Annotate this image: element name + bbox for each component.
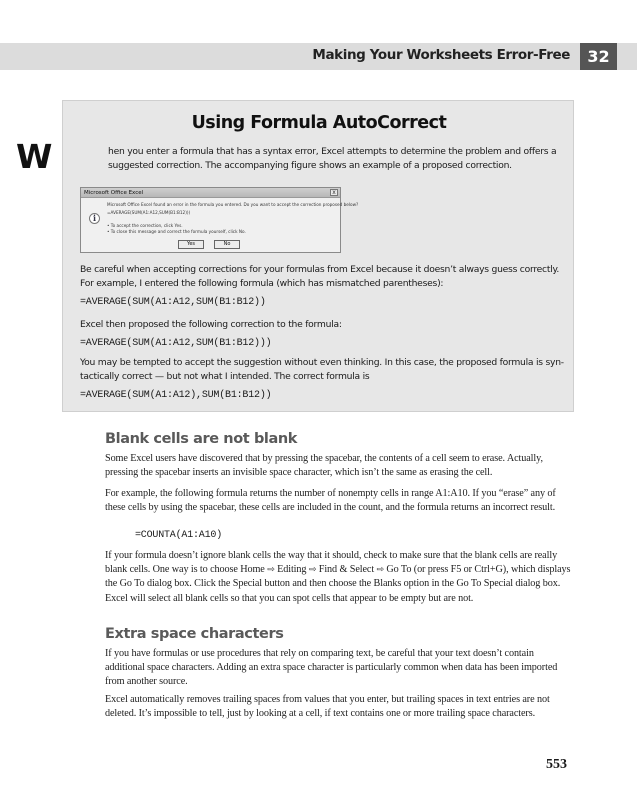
menu-arrow-icon: ⇨	[267, 565, 275, 576]
autocorrect-dialog-figure	[80, 187, 359, 253]
body-paragraph	[105, 549, 571, 606]
body-code: =COUNTA(A1:A10)	[135, 530, 223, 541]
body-paragraph: For example, the following formula returns the number of nonempty cells in range A1:A10. If you “erase” any of these cells by using the spacebar, these cells are included in the count, and the formula returns an incorrect result.	[105, 488, 556, 514]
body-paragraph: Excel automatically removes trailing spaces from values that you enter, but trailing spaces in text entries are not deleted. It’s impossible to tell, just by looking at a cell, if text contains one or more trailing space characters.	[105, 694, 550, 720]
dialog-yes-button: Yes	[178, 240, 204, 249]
section-heading: Blank cells are not blank	[105, 431, 298, 447]
info-icon: i	[89, 213, 100, 224]
dialog-titlebar	[81, 188, 340, 198]
dialog-message: Microsoft Office Excel found an error in the formula you entered. Do you want to accept the correction proposed below?	[107, 202, 359, 207]
page-number: 553	[546, 757, 567, 772]
chapter-number-tab: 32	[580, 43, 617, 70]
sidebar-title: Using Formula AutoCorrect	[191, 113, 447, 133]
dialog-accept-hint: • To accept the correction, click Yes.	[107, 223, 183, 228]
menu-arrow-icon: ⇨	[376, 565, 384, 576]
sidebar-code: =AVERAGE(SUM(A1:A12),SUM(B1:B12))	[80, 390, 272, 401]
dialog-proposed-formula: =AVERAGE(SUM(A1:A12,SUM(B1:B12)))	[107, 210, 191, 215]
sidebar-paragraph: Be careful when accepting corrections for your formulas from Excel because it doesn’t always guess correctly. For example, I entered the following formula (which has mismatched parentheses):	[80, 264, 560, 289]
dialog-decline-hint: • To close this message and correct the formula yourself, click No.	[107, 229, 246, 234]
sidebar-paragraph: You may be tempted to accept the suggestion without even thinking. In this case, the proposed formula is syn-tactically correct — but not what I intended. The correct formula is	[80, 357, 564, 382]
drop-cap: W	[16, 137, 53, 176]
dialog-title: Microsoft Office Excel	[84, 190, 144, 196]
body-paragraph: If you have formulas or use procedures that rely on comparing text, be careful that your text doesn’t contain additional space characters. Adding an extra space character is particularly common when data has been imported from another source.	[105, 648, 558, 688]
running-head-title: Making Your Worksheets Error-Free	[312, 47, 570, 63]
sidebar-intro: hen you enter a formula that has a syntax error, Excel attempts to determine the problem and offers a suggested correction. The accompanying figure shows an example of a proposed correction.	[108, 146, 557, 171]
sidebar-code: =AVERAGE(SUM(A1:A12,SUM(B1:B12)))	[80, 338, 272, 349]
text-run: Find & Select	[318, 564, 375, 576]
dialog-no-button: No	[214, 240, 240, 249]
text-run: If your formula doesn’t ignore blank cells the way that it should, check to make sure that the blank cells are really blank cells. One way is to choose Home	[105, 550, 558, 576]
text-run: Go To (or press F5 or Ctrl+G), which displays the Go To dialog box. Click the Special button and then choose the Blanks option in the Go To Special dialog box. Excel will select all blank cells so that you can spot cells that appear to be empty but are not.	[105, 564, 571, 604]
sidebar-code: =AVERAGE(SUM(A1:A12,SUM(B1:B12))	[80, 297, 266, 308]
menu-arrow-icon: ⇨	[308, 565, 317, 576]
text-run: Editing	[277, 564, 307, 576]
section-heading: Extra space characters	[105, 626, 284, 642]
close-icon: x	[330, 189, 338, 196]
sidebar-paragraph: Excel then proposed the following correction to the formula:	[80, 319, 342, 330]
body-paragraph: Some Excel users have discovered that by pressing the spacebar, the contents of a cell seem to erase. Actually, pressing the spacebar inserts an invisible space character, which isn’t the same as erasing the cell.	[105, 453, 543, 479]
